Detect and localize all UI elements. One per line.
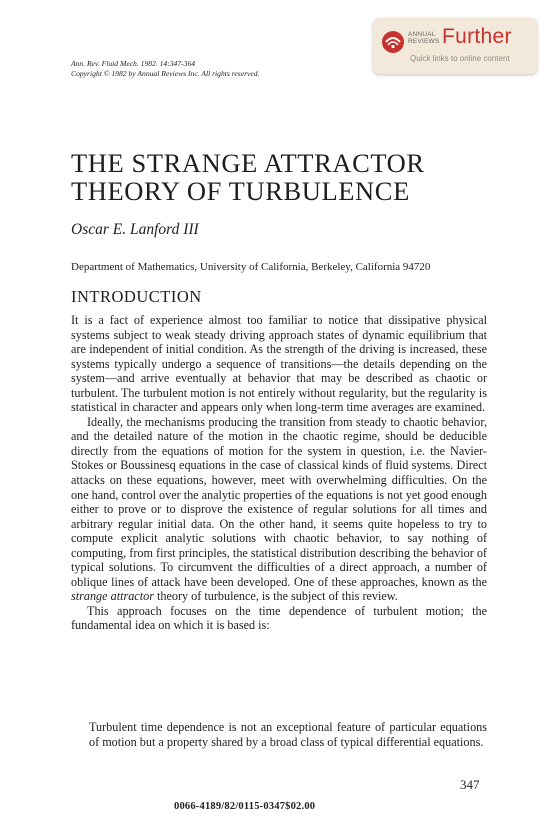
badge-title: Further (442, 25, 512, 48)
section-heading: INTRODUCTION (71, 287, 202, 306)
further-badge[interactable] (373, 18, 537, 74)
article-code: 0066-4189/82/0115-0347$02.00 (174, 801, 316, 812)
author-name: Oscar E. Lanford III (71, 221, 199, 238)
paragraph-2-text: Ideally, the mechanisms producing the transition from steady to chaotic behavior, and the detailed nature of the motion in the chaotic regime, should be deducible directly from the equations of motion for the system in question, i.e. the Navier-Stokes or Boussinesq equations in the case of classical kinds of fluid systems. Direct attacks on these equations, however, meet with overwhelming difficulties. On the one hand, control over the analytic properties of the equations is not yet good enough either to prove or to disprove the existence of regular solutions for all times and arbitrary regular initial data. On the other hand, it seems quite hopeless to try to compute explicit analytic solutions with chaotic behavior, to say nothing of computing, from first principles, the statistical distribution describing the behavior of typical solutions. To circumvent the difficulties of a direct approach, a number of oblique lines of attack have been developed. One of these approaches, known as the (71, 414, 487, 589)
block-quote: Turbulent time dependence is not an exceptional feature of particular equations of motion but a property shared by a broad class of typical differential equations. (89, 720, 487, 749)
copyright-line: Copyright © 1982 by Annual Reviews Inc. All rights reserved. (71, 69, 260, 78)
badge-annual-text: ANNUAL (408, 31, 436, 38)
paragraph-2-text-end: theory of turbulence, is the subject of this review. (153, 589, 398, 604)
journal-citation (71, 59, 260, 79)
page-number: 347 (460, 777, 480, 792)
paragraph-1: It is a fact of experience almost too familiar to notice that dissipative physical systems subject to weak steady driving approach states of dynamic equilibrium that are independent of initial condition. As the strength of the driving is increased, these systems typically undergo a sequence of transitions—the details depending on the system—and arrive eventually at behavior that may be described as chaotic or turbulent. The turbulent motion is not entirely without regularity, but the regularity is statistical in character and appears only when long-term time averages are examined. (71, 313, 487, 415)
article-title-line-1: THE STRANGE ATTRACTOR (71, 148, 425, 178)
body-text (71, 313, 487, 633)
badge-subtitle: Quick links to online content (410, 54, 510, 63)
article-title (71, 149, 425, 205)
paragraph-3: This approach focuses on the time dependence of turbulent motion; the fundamental idea on which it is based is: (71, 603, 487, 633)
badge-publisher (408, 31, 439, 45)
article-title-line-2: THEORY OF TURBULENCE (71, 176, 410, 206)
paragraph-2 (71, 415, 487, 604)
paragraph-2-emphasis: strange attractor (71, 589, 154, 604)
annual-reviews-logo-icon (381, 30, 405, 54)
journal-citation-line: Ann. Rev. Fluid Mech. 1982. 14:347-364 (71, 59, 196, 68)
author-affiliation: Department of Mathematics, University of California, Berkeley, California 94720 (71, 261, 431, 273)
badge-reviews-text: REVIEWS (408, 38, 440, 45)
